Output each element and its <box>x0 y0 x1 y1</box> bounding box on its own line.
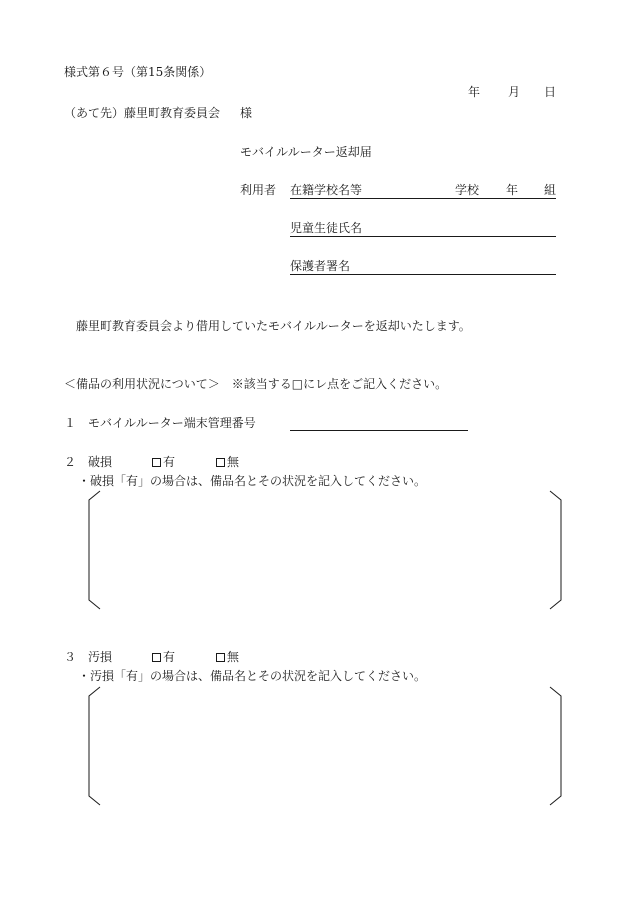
stain-details-left-bracket <box>84 686 104 806</box>
section-3-note: ・汚損「有」の場合は、備品名とその状況を記入してください。 <box>78 669 427 683</box>
damage-details-right-bracket <box>546 490 566 610</box>
stain-no-option[interactable] <box>216 651 239 663</box>
date-month: 月 <box>508 85 521 99</box>
checkbox-icon[interactable] <box>152 653 161 662</box>
router-id-line[interactable] <box>290 430 468 431</box>
section-3-label: 汚損 <box>88 650 113 664</box>
stain-yes-option[interactable] <box>152 651 175 663</box>
grade-suffix: 年 <box>506 183 519 197</box>
damage-yes-label: 有 <box>163 455 176 469</box>
damage-no-label: 無 <box>227 455 240 469</box>
checkbox-icon[interactable] <box>216 458 225 467</box>
form-number: 様式第６号（第15条関係） <box>64 65 212 79</box>
section-2-note: ・破損「有」の場合は、備品名とその状況を記入してください。 <box>78 474 427 488</box>
school-suffix: 学校 <box>455 183 480 197</box>
damage-no-option[interactable] <box>216 456 239 468</box>
usage-heading: ＜備品の利用状況について＞ ※該当する□にレ点をご記入ください。 <box>64 377 448 391</box>
student-name-label: 児童生徒氏名 <box>290 221 363 235</box>
date-year: 年 <box>468 85 481 99</box>
section-1-number: １ <box>64 416 77 430</box>
addressee-honorific: 様 <box>240 106 253 120</box>
student-name-line[interactable] <box>290 236 556 237</box>
statement-text: 藤里町教育委員会より借用していたモバイルルーターを返却いたします。 <box>76 319 471 333</box>
section-2-label: 破損 <box>88 455 113 469</box>
checkbox-icon[interactable] <box>216 653 225 662</box>
section-2-number: ２ <box>64 455 77 469</box>
user-label: 利用者 <box>240 183 277 197</box>
school-field-label: 在籍学校名等 <box>290 183 363 197</box>
class-suffix: 組 <box>544 183 557 197</box>
guardian-signature-label: 保護者署名 <box>290 259 351 273</box>
section-1-label: モバイルルーター端末管理番号 <box>88 416 256 430</box>
stain-details-right-bracket <box>546 686 566 806</box>
addressee: （あて先）藤里町教育委員会 <box>64 106 221 120</box>
document-title: モバイルルーター返却届 <box>240 145 372 159</box>
date-day: 日 <box>544 85 557 99</box>
stain-no-label: 無 <box>227 650 240 664</box>
damage-yes-option[interactable] <box>152 456 175 468</box>
checkbox-icon[interactable] <box>152 458 161 467</box>
section-3-number: ３ <box>64 650 77 664</box>
guardian-signature-line[interactable] <box>290 274 556 275</box>
school-field-line[interactable] <box>290 198 556 199</box>
stain-yes-label: 有 <box>163 650 176 664</box>
damage-details-left-bracket <box>84 490 104 610</box>
